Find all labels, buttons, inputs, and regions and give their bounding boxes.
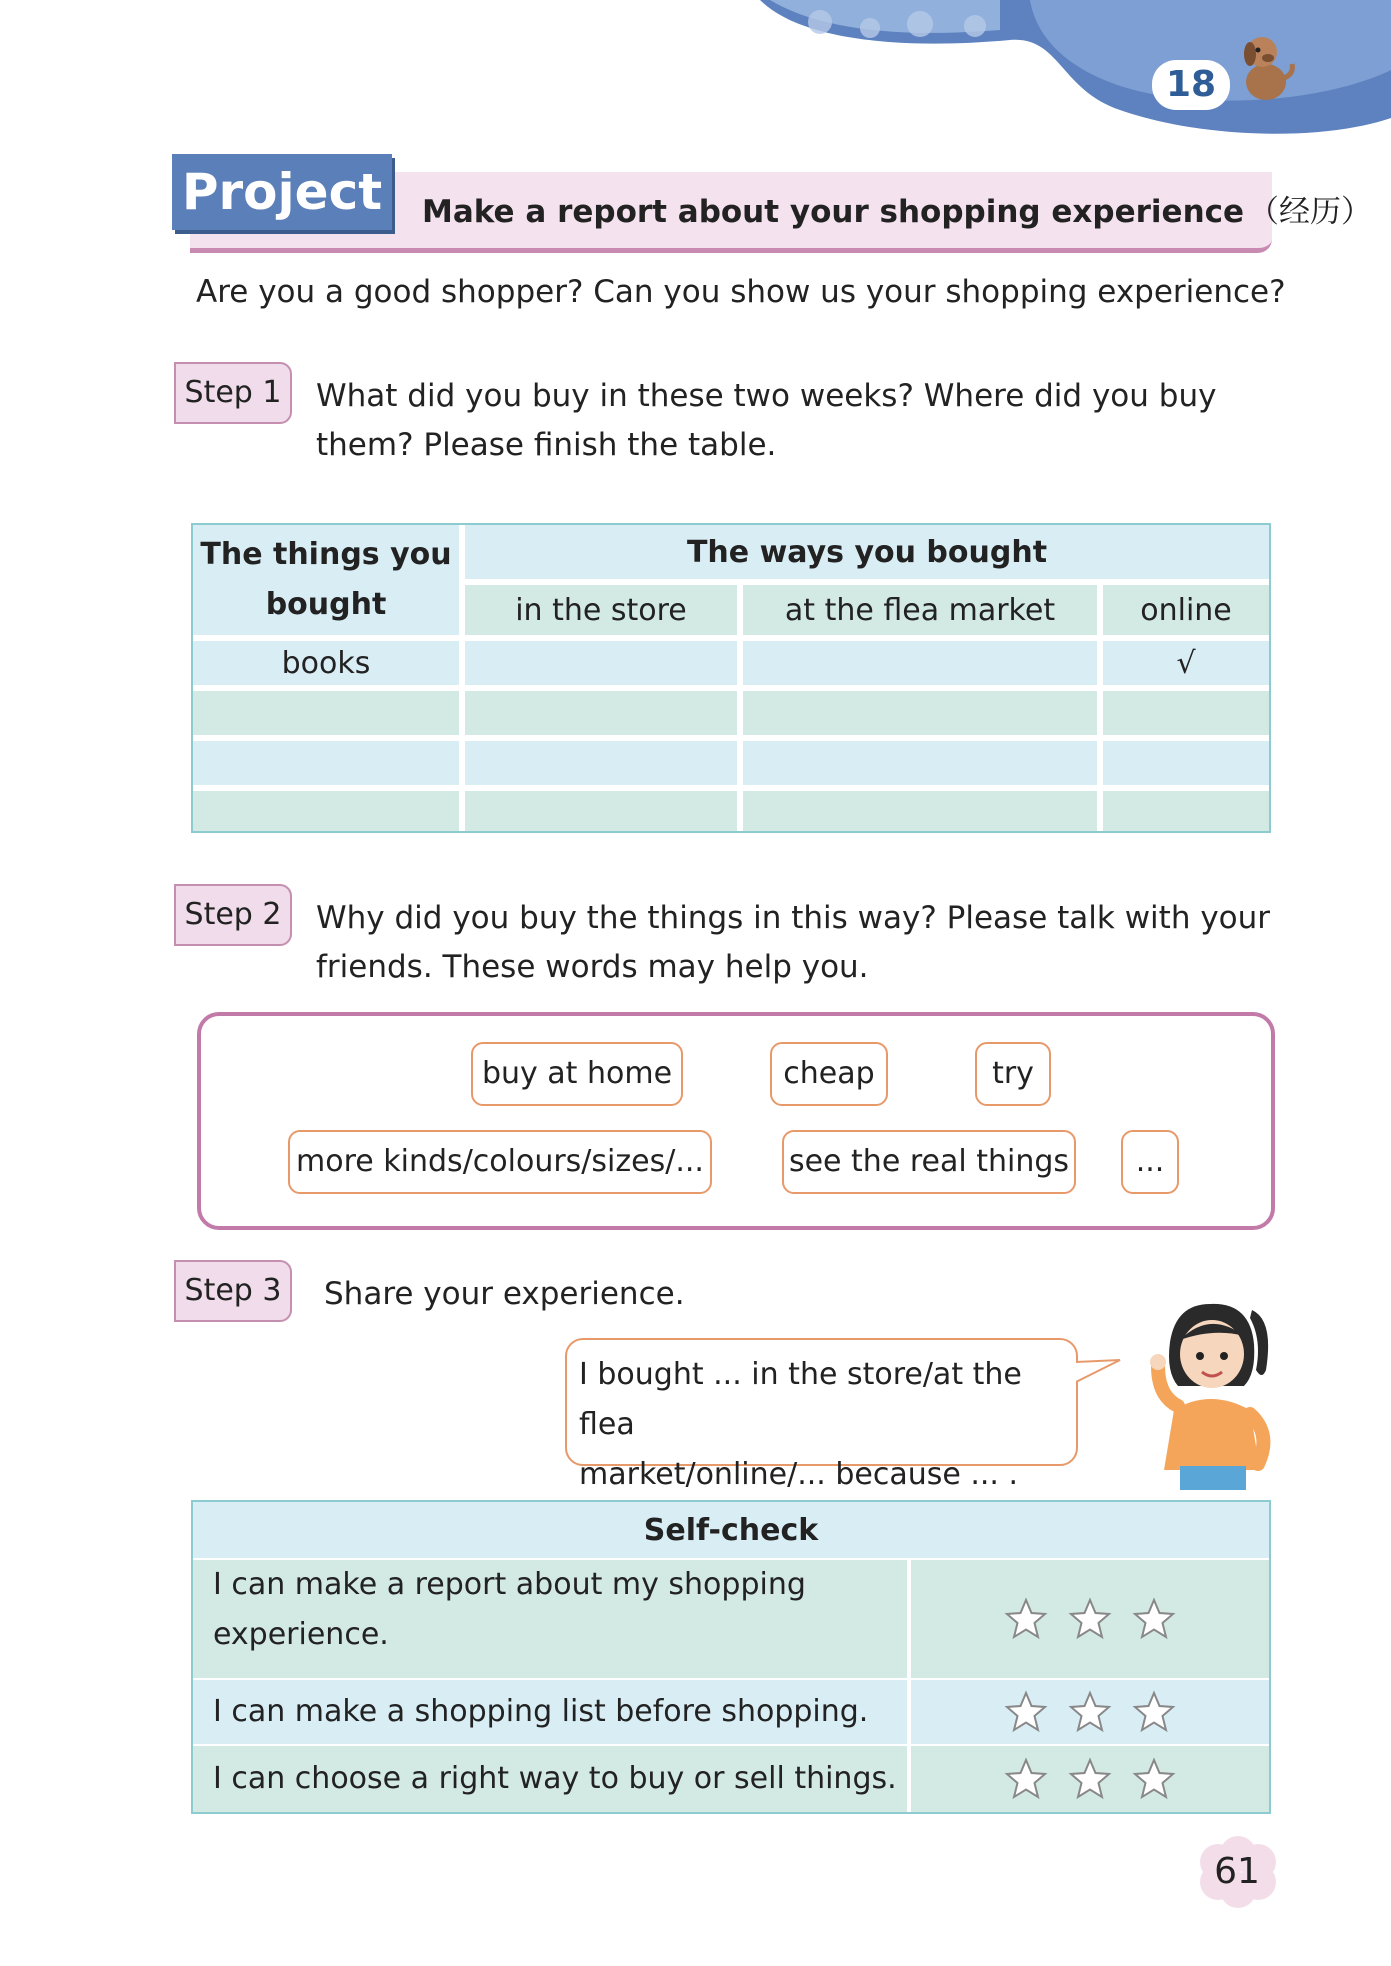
subheader-store: in the store	[465, 585, 737, 635]
header-ways-bought: The ways you bought	[465, 525, 1269, 579]
stars-row	[1004, 1757, 1176, 1801]
step-3-instructions: Share your experience.	[324, 1276, 685, 1312]
project-title-cn: （经历）	[1248, 194, 1373, 230]
table-cell[interactable]	[193, 791, 459, 831]
table-cell[interactable]	[743, 691, 1097, 735]
table-cell[interactable]	[465, 741, 737, 785]
project-title-en: Make a report about your shopping experience	[422, 194, 1245, 230]
project-tag: Project	[172, 154, 392, 230]
star-icon[interactable]	[1004, 1757, 1048, 1801]
table-cell[interactable]	[743, 741, 1097, 785]
self-check-title: Self-check	[193, 1502, 1269, 1558]
star-icon[interactable]	[1132, 1597, 1176, 1641]
step-2-label: Step 2	[174, 884, 292, 946]
step-2-line: friends. These words may help you.	[316, 949, 869, 985]
word-chip: see the real things	[782, 1130, 1076, 1194]
step-2-instructions	[316, 894, 1270, 992]
word-chip: more kinds/colours/sizes/...	[288, 1130, 712, 1194]
stars-row	[1004, 1690, 1176, 1734]
table-cell[interactable]	[465, 691, 737, 735]
table-cell	[465, 641, 737, 685]
table-cell[interactable]	[743, 791, 1097, 831]
girl-illustration	[1140, 1290, 1280, 1490]
shopping-table	[191, 523, 1271, 833]
table-cell[interactable]	[465, 791, 737, 831]
word-chip: buy at home	[471, 1042, 683, 1106]
project-title	[422, 186, 1372, 231]
table-cell[interactable]	[1103, 741, 1269, 785]
speech-line: I bought ... in the store/at the flea	[579, 1357, 1022, 1442]
subheader-flea-market: at the flea market	[743, 585, 1097, 635]
star-icon[interactable]	[1068, 1690, 1112, 1734]
table-cell[interactable]	[1103, 691, 1269, 735]
star-rating[interactable]	[911, 1680, 1269, 1744]
self-check-item: I can choose a right way to buy or sell things.	[193, 1746, 907, 1812]
step-1-instructions	[316, 372, 1216, 470]
table-cell: books	[193, 641, 459, 685]
star-icon[interactable]	[1004, 1690, 1048, 1734]
header-line: bought	[265, 587, 387, 622]
self-check-line: I can make a report about my shopping	[213, 1567, 806, 1602]
table-cell[interactable]	[193, 741, 459, 785]
star-icon[interactable]	[1068, 1597, 1112, 1641]
star-rating[interactable]	[911, 1746, 1269, 1812]
self-check-table	[191, 1500, 1271, 1814]
star-rating[interactable]	[911, 1560, 1269, 1678]
step-1-line: What did you buy in these two weeks? Where did you buy	[316, 378, 1217, 414]
step-1-line: them? Please finish the table.	[316, 427, 777, 463]
speech-bubble	[565, 1338, 1078, 1492]
dog-icon	[1232, 30, 1296, 108]
step-3-label: Step 3	[174, 1260, 292, 1322]
header-things-bought	[193, 525, 459, 635]
self-check-item	[193, 1560, 907, 1678]
self-check-item: I can make a shopping list before shopping.	[193, 1680, 907, 1744]
stars-row	[1004, 1597, 1176, 1641]
page-number: 61	[1214, 1851, 1260, 1892]
star-icon[interactable]	[1004, 1597, 1048, 1641]
unit-number: 18	[1152, 60, 1230, 110]
self-check-line: experience.	[213, 1617, 389, 1652]
speech-line: market/online/... because ... .	[579, 1457, 1019, 1492]
star-icon[interactable]	[1132, 1690, 1176, 1734]
checkmark-cell: √	[1103, 641, 1269, 685]
step-1-label: Step 1	[174, 362, 292, 424]
step-2-line: Why did you buy the things in this way? Please talk with your	[316, 900, 1271, 936]
star-icon[interactable]	[1132, 1757, 1176, 1801]
word-chip: cheap	[770, 1042, 888, 1106]
subheader-online: online	[1103, 585, 1269, 635]
table-cell	[743, 641, 1097, 685]
speech-bubble-tail	[1076, 1358, 1122, 1388]
word-bank	[197, 1012, 1275, 1230]
intro-question: Are you a good shopper? Can you show us your shopping experience?	[196, 274, 1286, 310]
table-cell[interactable]	[1103, 791, 1269, 831]
word-chip: try	[975, 1042, 1051, 1106]
word-chip: ...	[1121, 1130, 1179, 1194]
star-icon[interactable]	[1068, 1757, 1112, 1801]
table-cell[interactable]	[193, 691, 459, 735]
header-line: The things you	[200, 537, 452, 572]
